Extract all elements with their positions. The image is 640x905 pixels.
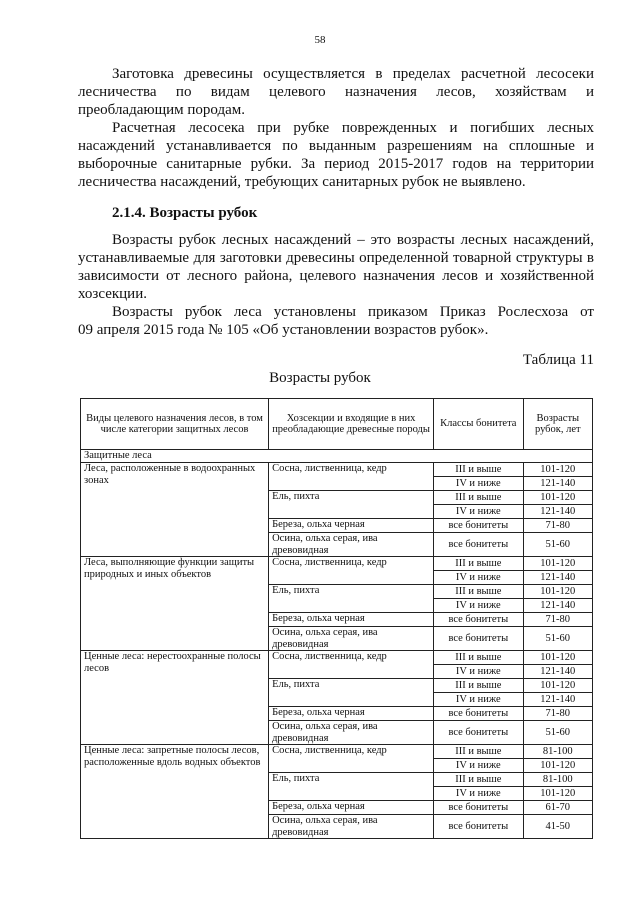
table-header-row [81,399,593,450]
bonitet-cell: все бонитеты [434,533,524,557]
age-cell: 51-60 [523,627,592,651]
bonitet-cell: III и выше [434,585,524,599]
age-cell: 101-120 [523,651,592,665]
table-row [81,557,593,571]
header-purpose: Виды целевого назначения лесов, в том числе категории защитных лесов [81,399,269,450]
age-cell: 71-80 [523,707,592,721]
age-cell: 121-140 [523,505,592,519]
age-cell: 81-100 [523,745,592,759]
para1-line2: лесничества по видам целевого назначения лесов, хозяйствам и [78,84,594,100]
species-cell: Осина, ольха серая, ива древовидная [269,627,434,651]
purpose-cell: Леса, расположенные в водоохранных зонах [81,463,269,557]
age-cell: 51-60 [523,721,592,745]
page-number: 58 [314,34,326,46]
species-cell: Береза, ольха черная [269,801,434,815]
table-row [81,463,593,477]
bonitet-cell: III и выше [434,745,524,759]
bonitet-cell: все бонитеты [434,815,524,839]
age-cell: 51-60 [523,533,592,557]
age-cell: 81-100 [523,773,592,787]
bonitet-cell: III и выше [434,651,524,665]
bonitet-cell: IV и ниже [434,599,524,613]
purpose-cell: Ценные леса: нерестоохранные полосы лесов [81,651,269,745]
age-cell: 121-140 [523,477,592,491]
para3-line2: устанавливаемые для заготовки древесины определенной товарной структуры в [78,250,594,266]
age-cell: 101-120 [523,557,592,571]
species-cell: Сосна, лиственница, кедр [269,651,434,679]
header-bonitet: Классы бонитета [434,399,524,450]
bonitet-cell: IV и ниже [434,571,524,585]
bonitet-cell: III и выше [434,679,524,693]
bonitet-cell: IV и ниже [434,477,524,491]
bonitet-cell: все бонитеты [434,519,524,533]
species-cell: Осина, ольха серая, ива древовидная [269,533,434,557]
table-section-row [81,450,593,463]
table-label: Таблица 11 [522,352,594,368]
para2-line1: Расчетная лесосека при рубке поврежденных и погибших лесных [112,120,594,136]
bonitet-cell: IV и ниже [434,759,524,773]
species-cell: Береза, ольха черная [269,519,434,533]
species-cell: Ель, пихта [269,491,434,519]
table-title: Возрасты рубок [269,370,371,386]
bonitet-cell: все бонитеты [434,721,524,745]
age-cell: 121-140 [523,665,592,679]
age-cell: 101-120 [523,491,592,505]
section-protective: Защитные леса [81,450,593,463]
species-cell: Ель, пихта [269,773,434,801]
bonitet-cell: IV и ниже [434,505,524,519]
bonitet-cell: III и выше [434,491,524,505]
para3-line4: хозсекции. [78,286,147,302]
age-cell: 101-120 [523,679,592,693]
species-cell: Ель, пихта [269,679,434,707]
para2-line2: насаждений устанавливается по выданным разрешениям на сплошные и [78,138,594,154]
bonitet-cell: IV и ниже [434,665,524,679]
species-cell: Сосна, лиственница, кедр [269,745,434,773]
para1-line3: преобладающим породам. [78,102,246,118]
age-cell: 71-80 [523,613,592,627]
age-cell: 121-140 [523,571,592,585]
bonitet-cell: III и выше [434,557,524,571]
age-cell: 101-120 [523,585,592,599]
para4-line1: Возрасты рубок леса установлены приказом Приказ Рослесхоза от [112,304,594,320]
bonitet-cell: все бонитеты [434,801,524,815]
para2-line3: выборочные санитарные рубки. За период 2015-2017 годов на территории [78,156,594,172]
age-cell: 71-80 [523,519,592,533]
section-heading: 2.1.4. Возрасты рубок [112,205,258,221]
table-row [81,745,593,759]
bonitet-cell: все бонитеты [434,627,524,651]
bonitet-cell: IV и ниже [434,693,524,707]
age-cell: 61-70 [523,801,592,815]
age-cell: 101-120 [523,463,592,477]
bonitet-cell: III и выше [434,463,524,477]
header-species: Хозсекции и входящие в них преобладающие древесные породы [269,399,434,450]
age-cell: 121-140 [523,693,592,707]
cutting-age-table [80,398,593,839]
age-cell: 41-50 [523,815,592,839]
purpose-cell: Ценные леса: запретные полосы лесов, расположенные вдоль водных объектов [81,745,269,839]
header-age: Возрасты рубок, лет [523,399,592,450]
species-cell: Сосна, лиственница, кедр [269,463,434,491]
bonitet-cell: все бонитеты [434,613,524,627]
bonitet-cell: все бонитеты [434,707,524,721]
purpose-cell: Леса, выполняющие функции защиты природных и иных объектов [81,557,269,651]
species-cell: Береза, ольха черная [269,707,434,721]
para4-line2: 09 апреля 2015 года № 105 «Об установлении возрастов рубок». [78,322,489,338]
species-cell: Осина, ольха серая, ива древовидная [269,721,434,745]
age-cell: 121-140 [523,599,592,613]
age-cell: 101-120 [523,759,592,773]
species-cell: Ель, пихта [269,585,434,613]
table-row [81,651,593,665]
species-cell: Береза, ольха черная [269,613,434,627]
bonitet-cell: IV и ниже [434,787,524,801]
para3-line1: Возрасты рубок лесных насаждений – это возрасты лесных насаждений, [112,232,594,248]
bonitet-cell: III и выше [434,773,524,787]
para2-line4: лесничества насаждений, требующих санитарных рубок не выявлено. [78,174,526,190]
species-cell: Осина, ольха серая, ива древовидная [269,815,434,839]
para3-line3: зависимости от лесного района, целевого назначения лесов и хозяйственной [78,268,594,284]
species-cell: Сосна, лиственница, кедр [269,557,434,585]
age-cell: 101-120 [523,787,592,801]
para1-line1: Заготовка древесины осуществляется в пределах расчетной лесосеки [112,66,594,82]
